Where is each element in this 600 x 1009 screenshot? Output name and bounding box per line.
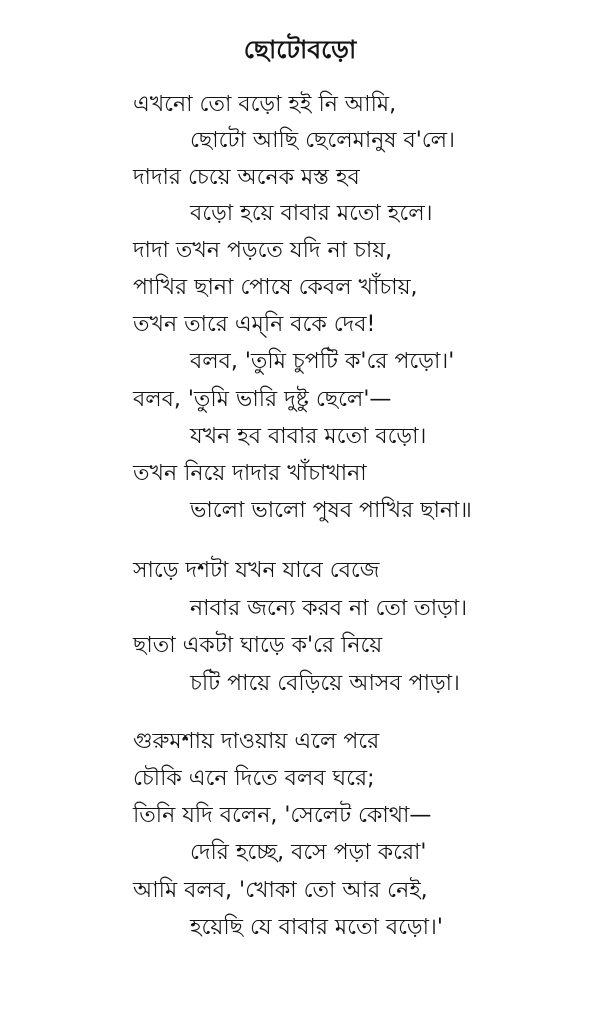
poem-line-10: যখন হব বাবার মতো বড়ো। (190, 424, 427, 449)
poem-line-5: দাদা তখন পড়তে যদি না চায়, (133, 238, 393, 263)
poem-line-18: চৌকি এনে দিতে বলব ঘরে; (133, 766, 375, 791)
poem-title: ছোটোবড়ো (243, 35, 357, 64)
poem-line-9: বলব, 'তুমি ভারি দুষ্টু ছেলে'— (133, 387, 392, 412)
poem-line-3: দাদার চেয়ে অনেক মস্ত হব (133, 165, 360, 190)
poem-line-22: হয়েছি যে বাবার মতো বড়ো।' (190, 915, 443, 940)
poem-line-15: ছাতা একটা ঘাড়ে ক'রে নিয়ে (133, 633, 383, 658)
poem-line-20: দেরি হচ্ছে, বসে পড়া করো' (190, 840, 427, 865)
poem-line-8: বলব, 'তুমি চুপটি ক'রে পড়ো।' (190, 349, 455, 374)
poem-line-7: তখন তারে এম্‌নি বকে দেব! (133, 312, 376, 337)
poem-line-21: আমি বলব, 'খোকা তো আর নেই, (133, 878, 428, 903)
poem-line-6: পাখির ছানা পোষে কেবল খাঁচায়, (133, 275, 418, 300)
poem-line-1: এখনো তো বড়ো হই নি আমি, (133, 92, 397, 117)
poem-line-17: গুরুমশায় দাওয়ায় এলে পরে (133, 729, 380, 754)
poem-line-14: নাবার জন্যে করব না তো তাড়া। (190, 596, 468, 621)
poem-line-2: ছোটো আছি ছেলেমানুষ ব'লে। (190, 128, 455, 153)
poem-line-19: তিনি যদি বলেন, 'সেলেট কোথা— (133, 803, 432, 828)
poem-line-13: সাড়ে দশটা যখন যাবে বেজে (133, 558, 380, 583)
poem-line-4: বড়ো হয়ে বাবার মতো হলে। (190, 201, 433, 226)
poem-line-11: তখন নিয়ে দাদার খাঁচাখানা (133, 461, 367, 486)
poem-line-16: চটি পায়ে বেড়িয়ে আসব পাড়া। (190, 671, 460, 696)
poem-line-12: ভালো ভালো পুষব পাখির ছানা॥ (190, 498, 472, 523)
